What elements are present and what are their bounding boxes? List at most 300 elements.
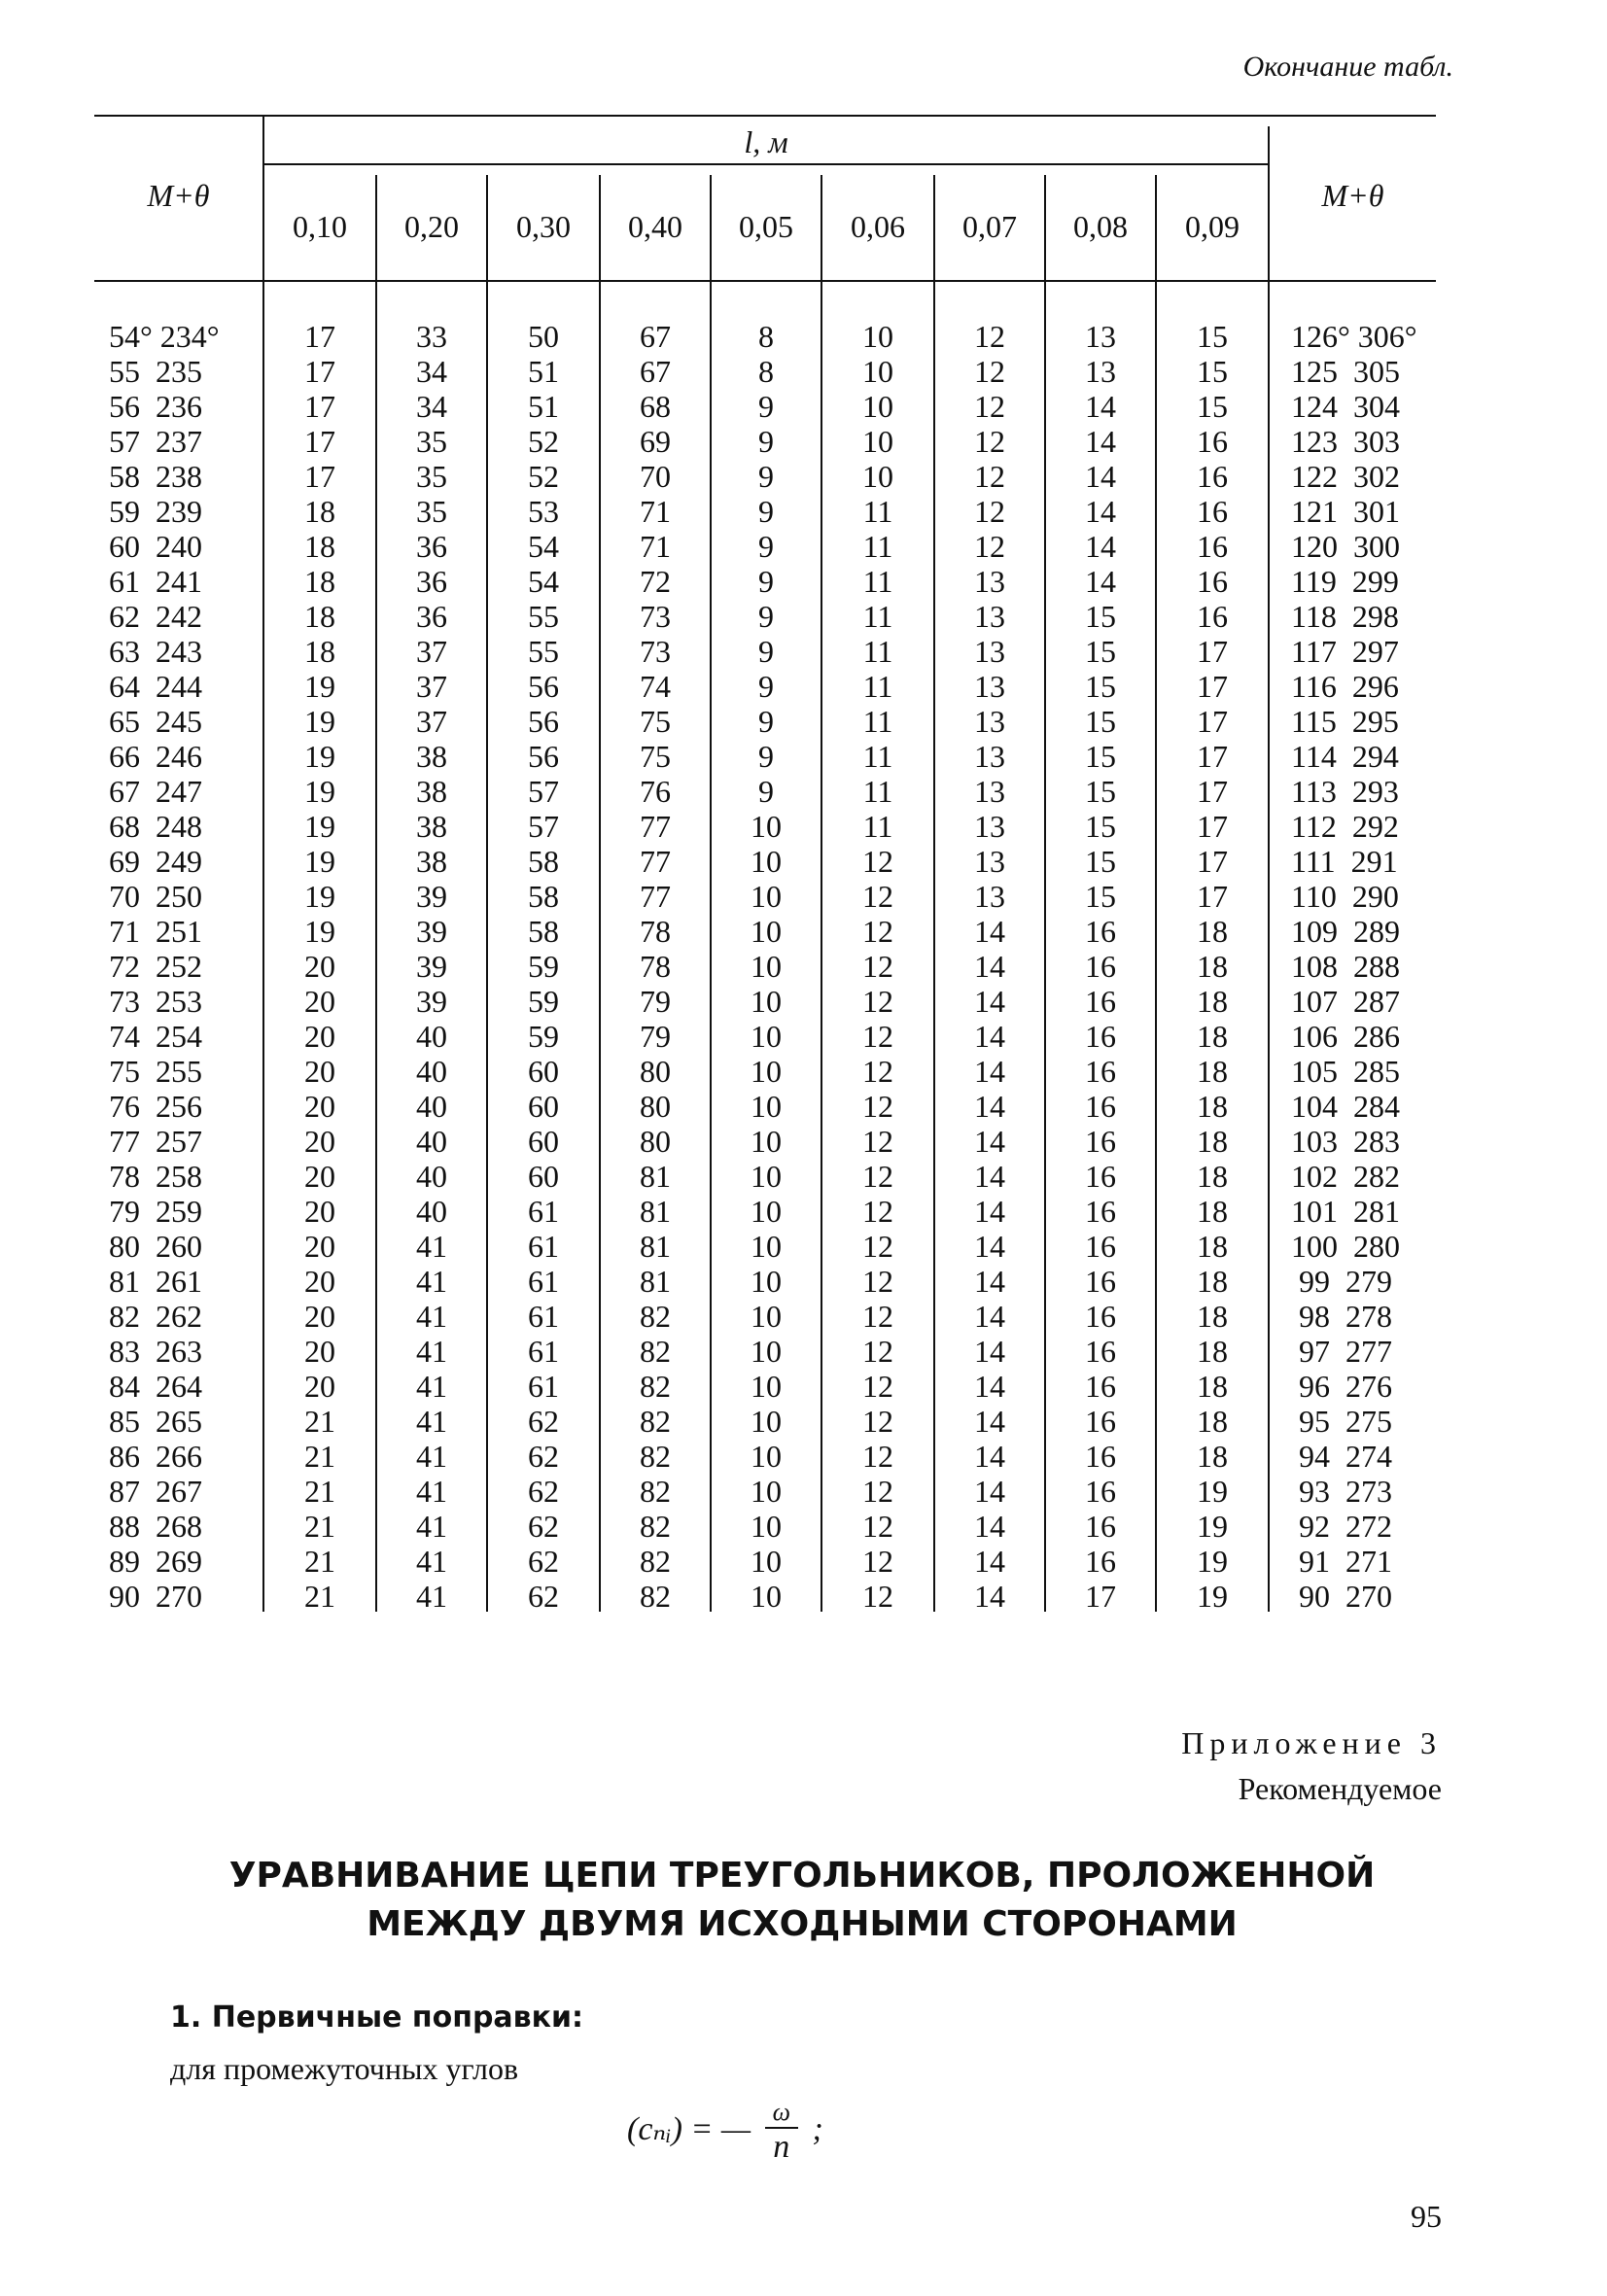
table-cell: 13 — [974, 599, 1005, 634]
table-cell: 41 — [416, 1264, 447, 1299]
group-header-rule — [264, 163, 1268, 165]
table-cell: 60 — [528, 1124, 559, 1159]
table-cell: 41 — [416, 1579, 447, 1614]
table-cell: 12 — [862, 1474, 893, 1509]
table-cell: 16 — [1197, 564, 1228, 599]
table-cell: 16 — [1085, 1509, 1116, 1544]
table-cell: 18 — [304, 564, 335, 599]
left-angle-column — [109, 319, 262, 1614]
table-cell: 110 290 — [1291, 879, 1399, 914]
table-cell: 11 — [862, 494, 893, 529]
table-cell: 9 — [758, 529, 774, 564]
table-cell: 21 — [304, 1404, 335, 1439]
table-cell: 12 — [862, 1019, 893, 1054]
table-cell: 103 283 — [1291, 1124, 1400, 1159]
table-cell: 20 — [304, 1019, 335, 1054]
table-cell: 74 254 — [109, 1019, 202, 1054]
value-column — [1046, 319, 1155, 1614]
table-cell: 11 — [862, 739, 893, 774]
table-cell: 19 — [304, 914, 335, 949]
table-cell: 59 239 — [109, 494, 202, 529]
table-cell: 101 281 — [1291, 1194, 1400, 1229]
table-cell: 57 — [528, 774, 559, 809]
value-column — [601, 319, 710, 1614]
table-cell: 38 — [416, 809, 447, 844]
value-column — [264, 319, 375, 1614]
table-cell: 40 — [416, 1194, 447, 1229]
table-cell: 13 — [974, 739, 1005, 774]
table-cell: 39 — [416, 949, 447, 984]
table-cell: 120 300 — [1291, 529, 1400, 564]
table-cell: 58 — [528, 844, 559, 879]
table-cell: 17 — [304, 424, 335, 459]
table-cell: 9 — [758, 424, 774, 459]
table-cell: 10 — [751, 1334, 782, 1369]
table-cell: 20 — [304, 1334, 335, 1369]
table-cell: 18 — [1197, 1194, 1228, 1229]
table-cell: 16 — [1085, 1474, 1116, 1509]
table-cell: 16 — [1085, 1334, 1116, 1369]
table-cell: 73 — [640, 599, 671, 634]
table-cell: 12 — [974, 389, 1005, 424]
table-cell: 12 — [862, 1509, 893, 1544]
table-cell: 39 — [416, 879, 447, 914]
table-cell: 80 — [640, 1089, 671, 1124]
table-cell: 12 — [862, 1264, 893, 1299]
table-cell: 17 — [1197, 669, 1228, 704]
table-cell: 65 245 — [109, 704, 202, 739]
table-cell: 10 — [862, 389, 893, 424]
table-cell: 15 — [1197, 354, 1228, 389]
left-header: M+θ — [147, 178, 210, 213]
table-cell: 16 — [1085, 984, 1116, 1019]
table-cell: 56 236 — [109, 389, 202, 424]
value-column — [1157, 319, 1268, 1614]
table-cell: 16 — [1085, 1544, 1116, 1579]
table-cell: 75 — [640, 739, 671, 774]
table-cell: 56 — [528, 669, 559, 704]
table-cell: 41 — [416, 1299, 447, 1334]
table-cell: 79 259 — [109, 1194, 202, 1229]
table-cell: 19 — [1197, 1474, 1228, 1509]
table-cell: 17 — [1197, 774, 1228, 809]
table-cell: 15 — [1085, 809, 1116, 844]
table-cell: 10 — [751, 1579, 782, 1614]
table-cell: 18 — [304, 529, 335, 564]
table-cell: 15 — [1085, 599, 1116, 634]
table-cell: 16 — [1197, 459, 1228, 494]
table-cell: 16 — [1197, 599, 1228, 634]
formula-lhs: (cₙᵢ) = — — [627, 2110, 751, 2147]
table-cell: 13 — [974, 564, 1005, 599]
continuation-note: Окончание табл. — [1242, 51, 1453, 83]
table-cell: 14 — [1085, 494, 1116, 529]
table-cell: 58 — [528, 879, 559, 914]
table-cell: 77 — [640, 844, 671, 879]
table-cell: 12 — [862, 1124, 893, 1159]
table-cell: 81 261 — [109, 1264, 202, 1299]
table-cell: 12 — [862, 844, 893, 879]
table-cell: 81 — [640, 1194, 671, 1229]
table-cell: 104 284 — [1291, 1089, 1400, 1124]
table-cell: 10 — [751, 1369, 782, 1404]
table-cell: 62 — [528, 1474, 559, 1509]
table-cell: 11 — [862, 669, 893, 704]
table-cell: 20 — [304, 1229, 335, 1264]
table-cell: 9 — [758, 389, 774, 424]
table-cell: 75 255 — [109, 1054, 202, 1089]
table-cell: 20 — [304, 1264, 335, 1299]
table-cell: 13 — [974, 669, 1005, 704]
table-cell: 90 270 — [1291, 1579, 1392, 1614]
table-cell: 10 — [862, 424, 893, 459]
table-cell: 71 251 — [109, 914, 202, 949]
table-cell: 14 — [974, 1404, 1005, 1439]
table-cell: 54 — [528, 529, 559, 564]
table-cell: 16 — [1197, 494, 1228, 529]
table-cell: 15 — [1085, 844, 1116, 879]
title-line: МЕЖДУ ДВУМЯ ИСХОДНЫМИ СТОРОНАМИ — [367, 1904, 1238, 1944]
table-cell: 14 — [1085, 424, 1116, 459]
table-cell: 67 — [640, 354, 671, 389]
table-cell: 79 — [640, 1019, 671, 1054]
table-cell: 61 — [528, 1369, 559, 1404]
table-cell: 17 — [304, 459, 335, 494]
table-cell: 82 — [640, 1369, 671, 1404]
table-cell: 74 — [640, 669, 671, 704]
table-cell: 14 — [1085, 564, 1116, 599]
table-cell: 41 — [416, 1474, 447, 1509]
table-cell: 13 — [1085, 354, 1116, 389]
column-header: 0,30 — [516, 209, 571, 244]
table-cell: 9 — [758, 564, 774, 599]
table-cell: 68 — [640, 389, 671, 424]
table-cell: 14 — [974, 1089, 1005, 1124]
table-cell: 98 278 — [1291, 1299, 1392, 1334]
table-cell: 16 — [1085, 1194, 1116, 1229]
table-cell: 19 — [304, 774, 335, 809]
table-cell: 126° 306° — [1291, 319, 1417, 354]
table-cell: 10 — [751, 914, 782, 949]
table-cell: 20 — [304, 1089, 335, 1124]
table-cell: 38 — [416, 774, 447, 809]
table-cell: 18 — [1197, 1439, 1228, 1474]
table-cell: 12 — [974, 529, 1005, 564]
table-cell: 14 — [974, 1509, 1005, 1544]
table-cell: 82 — [640, 1544, 671, 1579]
table-cell: 10 — [751, 844, 782, 879]
table-cell: 14 — [974, 1299, 1005, 1334]
table-cell: 10 — [751, 1474, 782, 1509]
table-cell: 14 — [974, 1474, 1005, 1509]
formula-fraction — [765, 2098, 798, 2166]
table-cell: 14 — [974, 1229, 1005, 1264]
table-cell: 99 279 — [1291, 1264, 1392, 1299]
table-cell: 18 — [304, 599, 335, 634]
table-cell: 18 — [1197, 984, 1228, 1019]
table-cell: 20 — [304, 1159, 335, 1194]
table-cell: 12 — [862, 1299, 893, 1334]
section-text: для промежуточных углов — [170, 2051, 519, 2086]
table-cell: 56 — [528, 704, 559, 739]
table-cell: 11 — [862, 704, 893, 739]
table-cell: 80 — [640, 1124, 671, 1159]
table-cell: 50 — [528, 319, 559, 354]
table-cell: 12 — [862, 1089, 893, 1124]
right-header: M+θ — [1321, 178, 1384, 213]
recommended-label: Рекомендуемое — [1238, 1771, 1442, 1806]
table-cell: 54° 234° — [109, 319, 220, 354]
table-cell: 100 280 — [1291, 1229, 1400, 1264]
table-cell: 62 — [528, 1579, 559, 1614]
table-cell: 61 — [528, 1229, 559, 1264]
table-cell: 20 — [304, 1299, 335, 1334]
table-cell: 64 244 — [109, 669, 202, 704]
table-cell: 13 — [974, 704, 1005, 739]
table-cell: 12 — [862, 1544, 893, 1579]
table-cell: 13 — [974, 774, 1005, 809]
table-cell: 36 — [416, 564, 447, 599]
table-cell: 9 — [758, 634, 774, 669]
table-cell: 60 240 — [109, 529, 202, 564]
table-cell: 18 — [1197, 1054, 1228, 1089]
formula-tail: ; — [812, 2110, 823, 2147]
table-cell: 41 — [416, 1229, 447, 1264]
table-cell: 19 — [304, 809, 335, 844]
column-header: 0,10 — [293, 209, 347, 244]
table-cell: 18 — [1197, 1334, 1228, 1369]
table-cell: 82 — [640, 1509, 671, 1544]
table-cell: 13 — [974, 844, 1005, 879]
table-cell: 20 — [304, 1369, 335, 1404]
table-cell: 51 — [528, 354, 559, 389]
table-cell: 15 — [1197, 319, 1228, 354]
table-cell: 10 — [751, 1124, 782, 1159]
table-cell: 12 — [862, 1404, 893, 1439]
table-cell: 10 — [751, 1439, 782, 1474]
column-header: 0,05 — [739, 209, 793, 244]
table-cell: 19 — [304, 879, 335, 914]
table-cell: 10 — [751, 1509, 782, 1544]
table-cell: 18 — [1197, 1089, 1228, 1124]
table-cell: 76 256 — [109, 1089, 202, 1124]
table-cell: 35 — [416, 459, 447, 494]
table-cell: 10 — [862, 354, 893, 389]
table-cell: 69 — [640, 424, 671, 459]
table-cell: 94 274 — [1291, 1439, 1392, 1474]
column-header: 0,09 — [1185, 209, 1240, 244]
table-cell: 119 299 — [1291, 564, 1399, 599]
table-cell: 14 — [974, 984, 1005, 1019]
table-cell: 16 — [1085, 1089, 1116, 1124]
table-cell: 18 — [1197, 949, 1228, 984]
table-cell: 16 — [1085, 914, 1116, 949]
table-cell: 78 — [640, 914, 671, 949]
table-cell: 57 237 — [109, 424, 202, 459]
table-cell: 121 301 — [1291, 494, 1400, 529]
table-cell: 81 — [640, 1264, 671, 1299]
table-cell: 18 — [304, 634, 335, 669]
table-cell: 11 — [862, 774, 893, 809]
table-cell: 14 — [974, 1054, 1005, 1089]
table-cell: 12 — [862, 1439, 893, 1474]
table-cell: 10 — [751, 1089, 782, 1124]
table-cell: 97 277 — [1291, 1334, 1392, 1369]
table-cell: 12 — [974, 424, 1005, 459]
table-cell: 16 — [1085, 1299, 1116, 1334]
table-cell: 10 — [751, 1299, 782, 1334]
table-cell: 11 — [862, 564, 893, 599]
table-cell: 77 — [640, 879, 671, 914]
table-cell: 35 — [416, 494, 447, 529]
table-cell: 39 — [416, 984, 447, 1019]
table-cell: 13 — [974, 879, 1005, 914]
table-cell: 17 — [1197, 844, 1228, 879]
table-cell: 40 — [416, 1159, 447, 1194]
table-cell: 63 243 — [109, 634, 202, 669]
table-cell: 60 — [528, 1089, 559, 1124]
table-cell: 122 302 — [1291, 459, 1400, 494]
table-cell: 105 285 — [1291, 1054, 1400, 1089]
table-cell: 33 — [416, 319, 447, 354]
table-cell: 40 — [416, 1089, 447, 1124]
table-cell: 9 — [758, 774, 774, 809]
table-cell: 62 — [528, 1509, 559, 1544]
appendix-label: Приложение 3 — [1181, 1725, 1442, 1760]
table-cell: 55 235 — [109, 354, 202, 389]
table-cell: 79 — [640, 984, 671, 1019]
table-cell: 18 — [1197, 1159, 1228, 1194]
table-cell: 66 246 — [109, 739, 202, 774]
table-cell: 18 — [304, 494, 335, 529]
table-cell: 60 — [528, 1054, 559, 1089]
table-cell: 118 298 — [1291, 599, 1399, 634]
table-cell: 73 — [640, 634, 671, 669]
table-cell: 82 — [640, 1579, 671, 1614]
table-cell: 14 — [1085, 459, 1116, 494]
table-cell: 82 — [640, 1334, 671, 1369]
table-cell: 61 241 — [109, 564, 202, 599]
value-column — [488, 319, 599, 1614]
table-cell: 36 — [416, 599, 447, 634]
table-cell: 11 — [862, 529, 893, 564]
table-cell: 13 — [974, 634, 1005, 669]
table-cell: 10 — [751, 1264, 782, 1299]
table-cell: 17 — [304, 319, 335, 354]
table-cell: 40 — [416, 1124, 447, 1159]
table-cell: 91 271 — [1291, 1544, 1392, 1579]
table-cell: 12 — [974, 354, 1005, 389]
table-cell: 82 262 — [109, 1299, 202, 1334]
table-cell: 10 — [751, 984, 782, 1019]
table-cell: 9 — [758, 494, 774, 529]
table-cell: 15 — [1085, 739, 1116, 774]
table-cell: 14 — [974, 1019, 1005, 1054]
table-cell: 17 — [1197, 704, 1228, 739]
table-cell: 52 — [528, 459, 559, 494]
table-cell: 10 — [751, 1544, 782, 1579]
section-title — [146, 1852, 1458, 1949]
table-cell: 19 — [1197, 1579, 1228, 1614]
table-cell: 14 — [974, 1369, 1005, 1404]
table-cell: 62 242 — [109, 599, 202, 634]
table-cell: 41 — [416, 1509, 447, 1544]
table-cell: 60 — [528, 1159, 559, 1194]
table-cell: 123 303 — [1291, 424, 1400, 459]
table-cell: 12 — [974, 459, 1005, 494]
table-cell: 10 — [862, 459, 893, 494]
table-cell: 62 — [528, 1404, 559, 1439]
table-cell: 15 — [1085, 879, 1116, 914]
table-cell: 18 — [1197, 1404, 1228, 1439]
table-cell: 10 — [751, 1404, 782, 1439]
table-cell: 82 — [640, 1439, 671, 1474]
table-cell: 62 — [528, 1544, 559, 1579]
table-cell: 69 249 — [109, 844, 202, 879]
table-cell: 70 250 — [109, 879, 202, 914]
table-cell: 61 — [528, 1194, 559, 1229]
table-cell: 17 — [304, 389, 335, 424]
table-cell: 15 — [1085, 704, 1116, 739]
table-cell: 19 — [304, 669, 335, 704]
table-cell: 14 — [974, 1264, 1005, 1299]
table-cell: 20 — [304, 1054, 335, 1089]
table-cell: 59 — [528, 949, 559, 984]
table-cell: 37 — [416, 634, 447, 669]
header-bottom-rule — [94, 280, 1436, 282]
table-cell: 95 275 — [1291, 1404, 1392, 1439]
table-cell: 72 252 — [109, 949, 202, 984]
table-cell: 68 248 — [109, 809, 202, 844]
table-cell: 125 305 — [1291, 354, 1400, 389]
table-cell: 92 272 — [1291, 1509, 1392, 1544]
table-cell: 80 260 — [109, 1229, 202, 1264]
table-cell: 18 — [1197, 1264, 1228, 1299]
table-cell: 78 — [640, 949, 671, 984]
table-cell: 13 — [974, 809, 1005, 844]
table-cell: 41 — [416, 1439, 447, 1474]
table-cell: 111 291 — [1291, 844, 1398, 879]
table-cell: 67 — [640, 319, 671, 354]
table-cell: 76 — [640, 774, 671, 809]
table-cell: 10 — [751, 1054, 782, 1089]
table-cell: 19 — [1197, 1544, 1228, 1579]
table-cell: 113 293 — [1291, 774, 1399, 809]
group-header: l, м — [744, 124, 788, 159]
table-cell: 20 — [304, 1194, 335, 1229]
table-cell: 77 — [640, 809, 671, 844]
table-cell: 16 — [1197, 529, 1228, 564]
formula — [627, 2098, 823, 2166]
column-header: 0,40 — [628, 209, 682, 244]
table-cell: 82 — [640, 1404, 671, 1439]
table-cell: 115 295 — [1291, 704, 1399, 739]
table-cell: 18 — [1197, 1229, 1228, 1264]
table-cell: 38 — [416, 739, 447, 774]
table-cell: 21 — [304, 1544, 335, 1579]
table-cell: 12 — [862, 1369, 893, 1404]
table-cell: 40 — [416, 1019, 447, 1054]
table-cell: 12 — [862, 984, 893, 1019]
value-column — [712, 319, 821, 1614]
table-cell: 14 — [974, 949, 1005, 984]
table-cell: 73 253 — [109, 984, 202, 1019]
table-cell: 17 — [1197, 879, 1228, 914]
table-cell: 56 — [528, 739, 559, 774]
table-cell: 17 — [304, 354, 335, 389]
table-cell: 9 — [758, 599, 774, 634]
column-header: 0,08 — [1073, 209, 1128, 244]
